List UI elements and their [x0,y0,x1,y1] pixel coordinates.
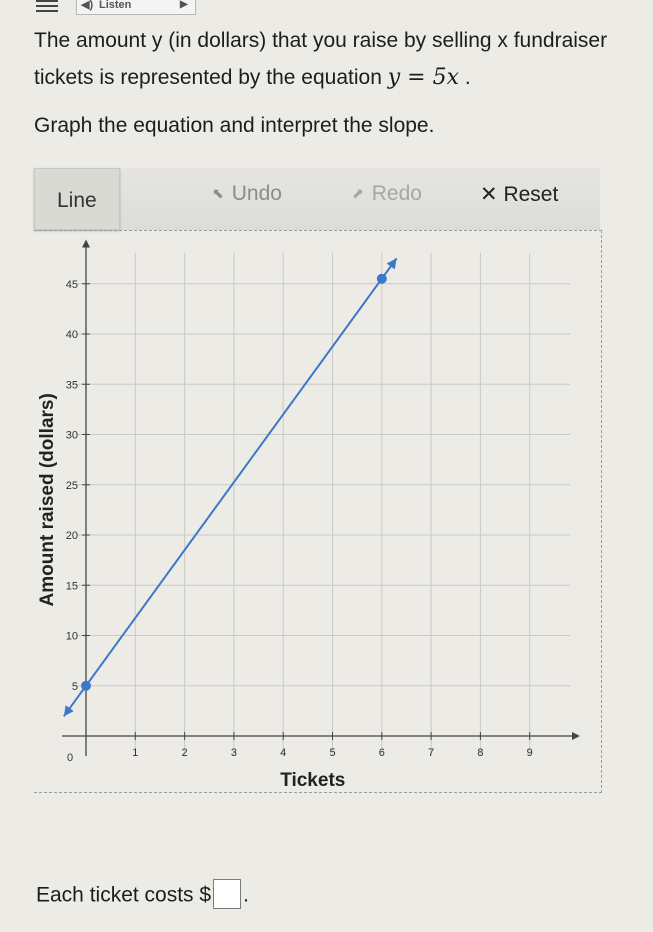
series-arrow-end [387,258,397,269]
redo-label: Redo [371,182,422,205]
undo-label: Undo [231,182,282,205]
reset-button[interactable] [480,182,558,207]
y-tick-label: 10 [65,630,78,643]
origin-label: 0 [66,752,74,764]
y-tick-label: 20 [65,530,78,542]
line-tool-label: Line [57,189,97,212]
y-tick-label: 45 [65,278,78,291]
series-line [64,258,397,716]
menu-icon[interactable] [36,0,58,12]
x-tick-label: 4 [280,747,287,759]
x-tick-label: 7 [428,747,435,759]
line-tool-button[interactable] [34,168,120,230]
y-axis-arrow [82,240,90,248]
y-tick-label: 25 [65,479,78,492]
speaker-icon: ◀) [81,0,94,11]
series-point [81,681,91,691]
redo-icon: ⬈ [352,185,364,201]
answer-suffix: . [243,883,249,907]
ticket-cost-input[interactable] [213,879,241,909]
x-tick-label: 1 [132,747,139,759]
undo-icon: ⬉ [212,185,224,201]
listen-button[interactable] [76,0,196,15]
reset-label: Reset [503,183,559,206]
x-axis-title: Tickets [280,770,346,791]
answer-prefix: Each ticket costs $ [36,883,212,907]
x-tick-label: 5 [329,747,336,759]
series-arrow-start [64,705,74,716]
reset-icon: ✕ [480,183,504,206]
y-tick-label: 5 [71,680,78,693]
play-icon[interactable]: ▶ [180,0,188,10]
question-line-2-suffix: . [458,66,471,89]
y-tick-label: 35 [65,379,78,392]
x-tick-label: 9 [526,747,533,759]
question-line-2 [34,59,649,96]
y-tick-label: 40 [65,329,78,341]
graph-toolbar [34,168,600,230]
listen-label: Listen [99,0,132,11]
redo-button[interactable] [352,182,422,206]
instruction-text: Graph the equation and interpret the slope. [34,114,435,137]
x-tick-label: 8 [477,747,484,759]
equation: y = 5x [387,65,459,90]
question-text [34,22,649,96]
y-tick-label: 30 [65,429,78,442]
y-axis-title: Amount raised (dollars) [37,393,58,607]
x-tick-label: 3 [230,747,237,759]
top-bar [0,0,653,18]
x-tick-label: 6 [378,747,385,759]
question-line-2-text: tickets is represented by the equation [34,66,388,89]
answer-row [36,881,249,911]
y-tick-label: 15 [65,580,78,593]
graph-area[interactable] [34,230,602,793]
series-point [377,274,387,284]
x-axis-arrow [572,732,580,740]
graph-svg[interactable] [34,231,601,792]
x-tick-label: 2 [181,747,188,759]
question-line-1: The amount y (in dollars) that you raise by selling x fundraiser [34,29,608,52]
undo-button[interactable] [212,182,282,206]
